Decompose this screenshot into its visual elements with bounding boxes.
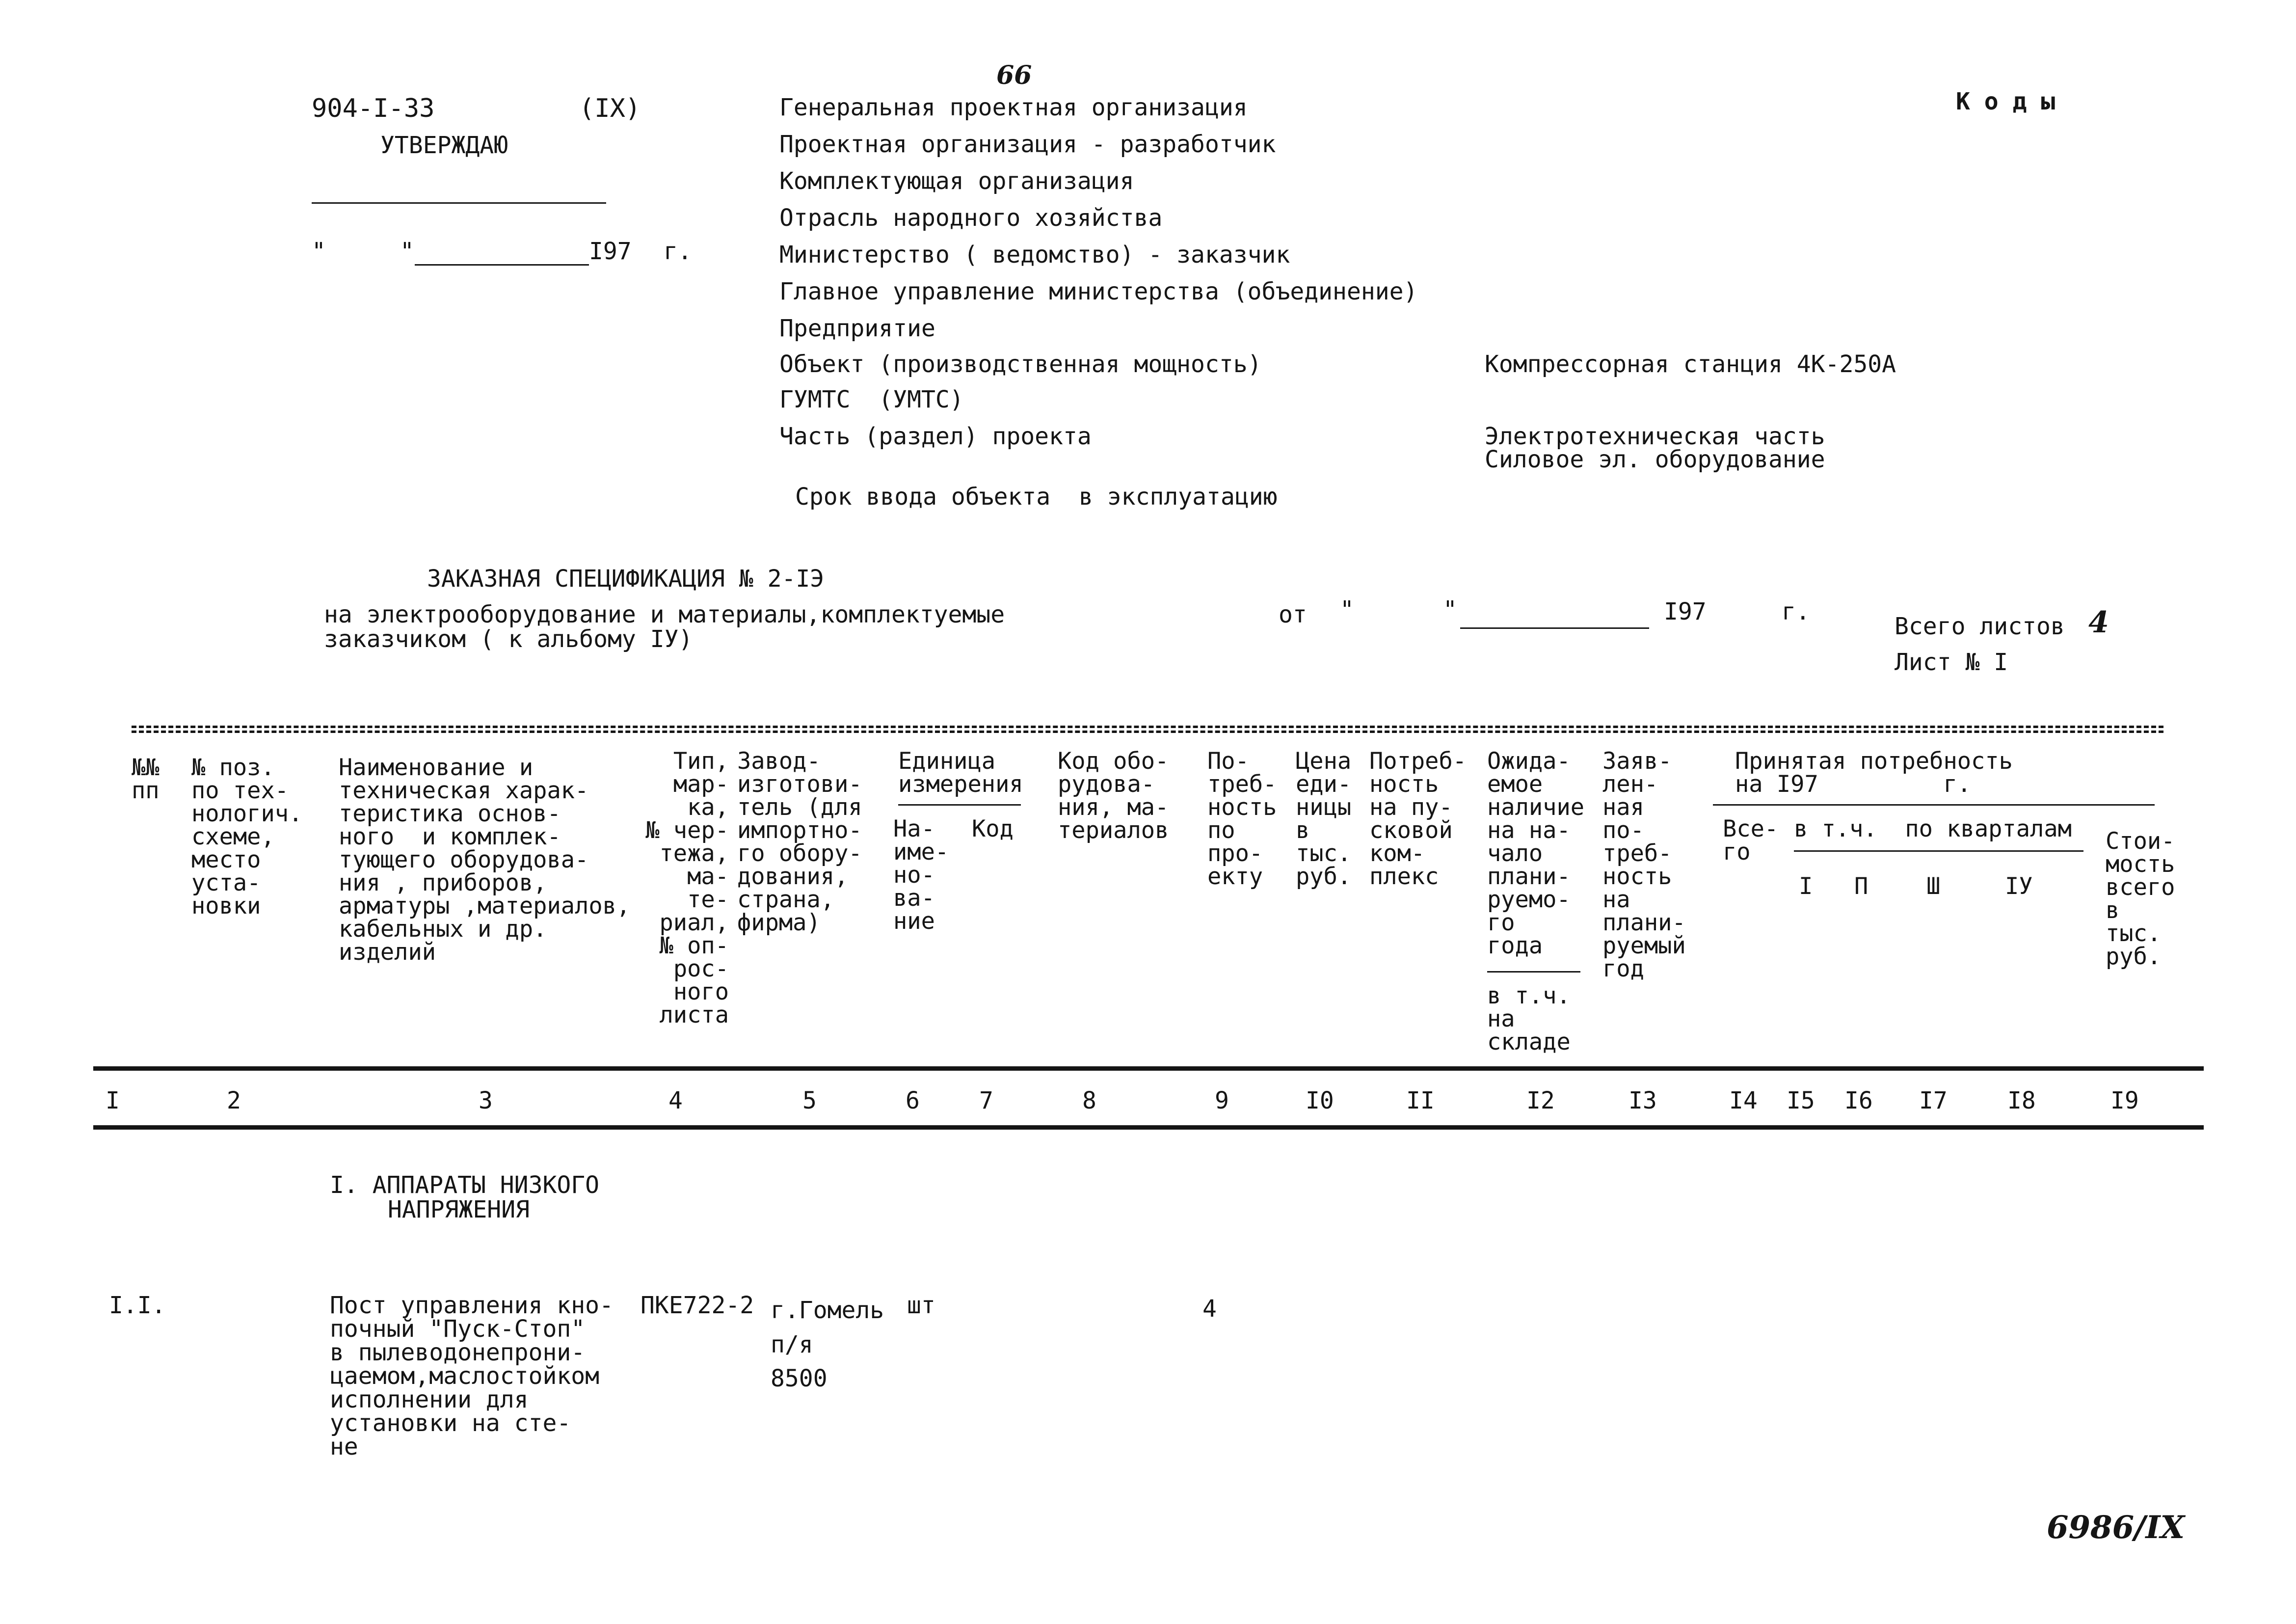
col-header-unit-price: Цена еди- ницы в тыс. руб. (1296, 748, 1352, 890)
col-number-11: II (1406, 1087, 1435, 1114)
col-number-19: I9 (2110, 1087, 2139, 1114)
spec-subtitle-2: заказчиком ( к альбому IУ) (324, 625, 693, 653)
commission-date-label: Срок ввода объекта в эксплуатацию (795, 483, 1278, 511)
unit-header-rule (898, 804, 1021, 806)
part-value-1: Электротехническая часть (1485, 423, 1825, 450)
from-quote-open: " (1340, 596, 1354, 623)
object-value: Компрессорная станция 4К-250А (1485, 351, 1896, 378)
col-header-in-warehouse: в т.ч. на складе (1487, 982, 1571, 1056)
footer-handwritten-number: 6986/IX (2047, 1509, 2185, 1546)
col-header-quarter-1: I (1799, 873, 1813, 900)
accepted-need-rule (1713, 804, 2155, 806)
from-year-suffix: г. (1782, 598, 1810, 625)
row-item-maker: г.Гомель п/я 8500 (771, 1297, 884, 1393)
col-number-15: I5 (1787, 1087, 1815, 1114)
album-number: (IX) (579, 94, 641, 123)
spec-subtitle-1: на электрооборудование и материалы,комплектуемые (324, 601, 1005, 628)
total-sheets-label: Всего листов (1895, 613, 2065, 640)
org-line-project-part: Часть (раздел) проекта (779, 423, 1092, 450)
col-number-4: 4 (668, 1087, 683, 1114)
col-header-quarter-2: П (1854, 873, 1869, 900)
header-bottom-rule (93, 1066, 2204, 1071)
column-numbers-bottom-rule (93, 1125, 2204, 1130)
codes-label: К о д ы (1956, 88, 2056, 115)
col-header-maker: Завод- изготови- тель (для импортно- го обору- дования, страна, фирма) (737, 748, 862, 936)
org-line-gumts: ГУМТС (УМТС) (779, 386, 964, 413)
row-item-type: ПКЕ722-2 (641, 1292, 754, 1319)
col-header-quarter-3: Ш (1926, 873, 1941, 900)
from-year: I97 (1664, 598, 1707, 625)
row-item-quantity: 4 (1202, 1295, 1217, 1323)
row-item-unit: шт (907, 1292, 935, 1319)
col-number-16: I6 (1844, 1087, 1873, 1114)
from-date-line (1460, 627, 1649, 629)
org-line-main-department: Главное управление министерства (объединение) (779, 278, 1418, 305)
col-number-6: 6 (906, 1087, 920, 1114)
col-number-18: I8 (2007, 1087, 2036, 1114)
col-number-10: I0 (1306, 1087, 1334, 1114)
org-line-general: Генеральная проектная организация (779, 94, 1248, 121)
col-header-quarters: в т.ч. по кварталам (1794, 815, 2072, 842)
org-line-industry: Отрасль народного хозяйства (779, 204, 1163, 232)
col-header-equipment-code: Код обо- рудова- ния, ма- териалов (1058, 748, 1169, 844)
from-quote-close: " (1443, 596, 1457, 623)
org-line-completing: Комплектующая организация (779, 167, 1134, 195)
col-header-expected-stock: Ожида- емое наличие на на- чало плани- руемо- го года (1487, 748, 1585, 959)
org-line-ministry: Министерство ( ведомство) - заказчик (779, 241, 1290, 269)
quarters-rule (1794, 850, 2083, 852)
org-line-object: Объект (производственная мощность) (779, 351, 1262, 378)
col-header-quarter-4: IУ (2005, 873, 2033, 900)
col-number-5: 5 (802, 1087, 817, 1114)
sheet-number: Лист № I (1895, 649, 2008, 676)
handwritten-page-number: 66 (996, 60, 1032, 90)
col-number-13: I3 (1629, 1087, 1657, 1114)
col-header-total: Все- го (1723, 815, 1779, 866)
col-number-12: I2 (1526, 1087, 1555, 1114)
col-number-3: 3 (479, 1087, 493, 1114)
col-header-position: № поз. по тех- нологич. схеме, место уста- новки (191, 754, 303, 920)
table-top-rule (132, 726, 2163, 733)
org-line-enterprise: Предприятие (779, 315, 935, 342)
spec-title: ЗАКАЗНАЯ СПЕЦИФИКАЦИЯ № 2-IЭ (427, 565, 825, 593)
section-title-line-1: I. АППАРАТЫ НИЗКОГО (330, 1171, 600, 1199)
col-header-accepted-need: Принятая потребность на I97 г. (1735, 748, 2013, 798)
date-quote-close: " (400, 238, 414, 265)
org-line-developer: Проектная организация - разработчик (779, 131, 1276, 158)
col-header-total-cost: Стои- мость всего в тыс. руб. (2106, 828, 2175, 970)
date-fill-line (415, 264, 589, 266)
col-header-name: Наименование и техническая харак- теристика основ- ного и комплек- тующего оборудова- ния , приборов, арматуры ,материалов, кабельных и др. изделий (339, 754, 631, 966)
document-code: 904-I-33 (312, 94, 435, 123)
approve-label: УТВЕРЖДАЮ (380, 132, 508, 159)
row-number: I.I. (109, 1292, 166, 1319)
col-header-unit: Единица измерения (898, 748, 1023, 798)
expected-stock-rule (1487, 971, 1580, 973)
col-number-7: 7 (979, 1087, 993, 1114)
col-number-14: I4 (1729, 1087, 1758, 1114)
signature-line (312, 202, 606, 204)
col-number-2: 2 (227, 1087, 241, 1114)
col-header-unit-code: Код (972, 815, 1014, 842)
col-header-startup-complex: Потреб- ность на пу- сковой ком- плекс (1369, 748, 1467, 890)
date-year: I97 (589, 238, 632, 265)
row-item-name: Пост управления кно- почный "Пуск-Стоп" в пылеводонепрони- цаемом,маслостойком исполнении для установки на сте- не (330, 1292, 614, 1461)
total-sheets-handwritten: 4 (2088, 605, 2109, 640)
col-header-declared-need: Заяв- лен- ная по- треб- ность на плани- руемый год (1602, 748, 1686, 982)
section-title-line-2: НАПРЯЖЕНИЯ (388, 1196, 530, 1223)
col-number-8: 8 (1082, 1087, 1096, 1114)
col-header-required-by-project: По- треб- ность по про- екту (1207, 748, 1277, 890)
col-header-number: №№ пп (132, 754, 160, 804)
col-number-9: 9 (1215, 1087, 1229, 1114)
part-value-2: Силовое эл. оборудование (1485, 446, 1825, 473)
col-number-17: I7 (1919, 1087, 1948, 1114)
date-year-suffix: г. (664, 238, 692, 265)
from-label: от (1279, 601, 1307, 628)
col-header-type: Тип, мар- ка, № чер- тежа, ма- те- риал, № оп- рос- ного листа (645, 748, 729, 1029)
col-header-unit-name: На- име- но- ва- ние (893, 815, 949, 935)
date-quote-open: " (312, 238, 326, 265)
col-number-1: I (106, 1087, 120, 1114)
